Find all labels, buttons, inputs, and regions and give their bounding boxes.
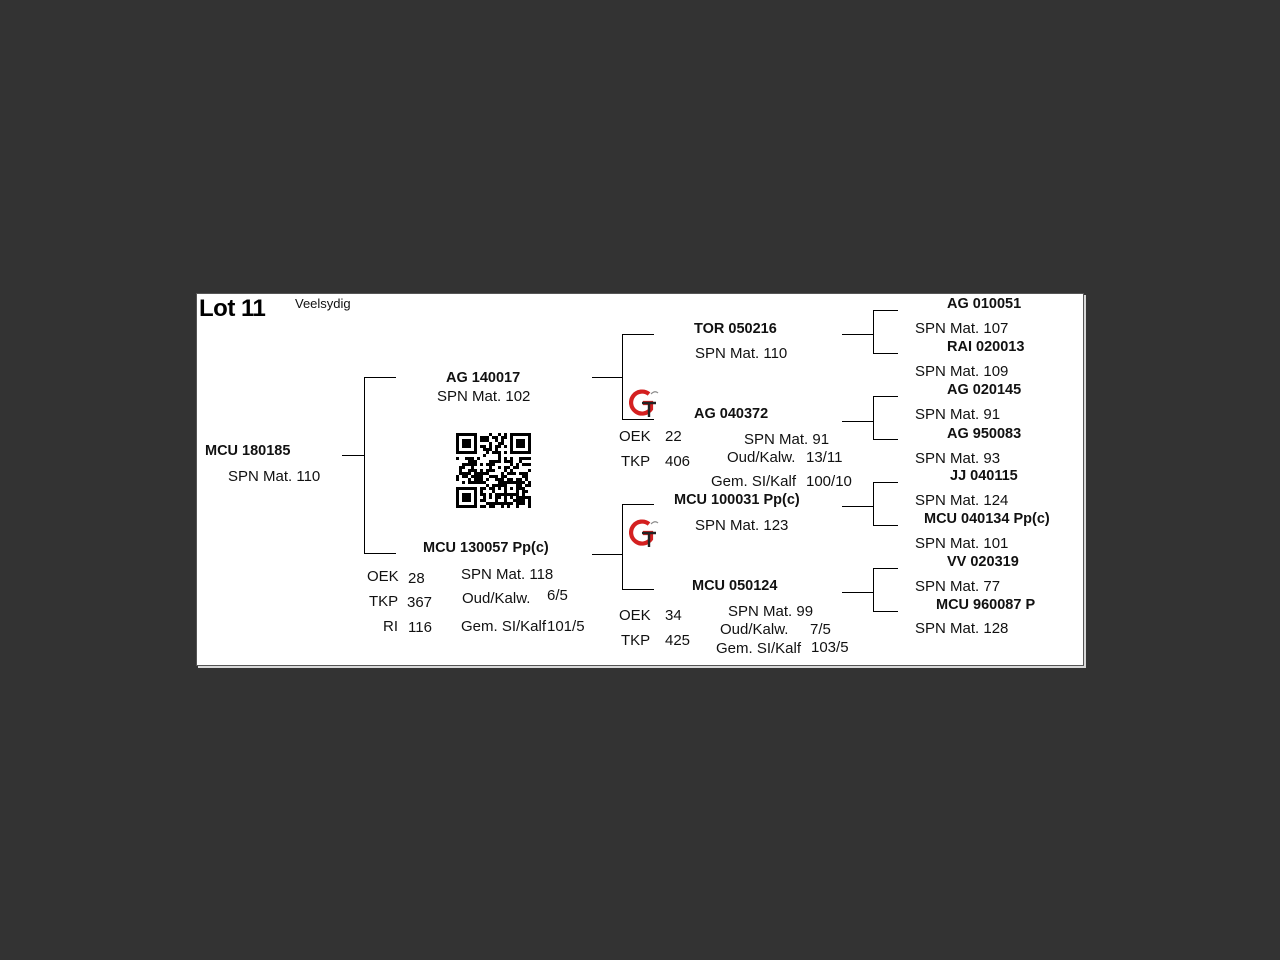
gt-logo-icon [629, 388, 659, 418]
connector-line [364, 553, 396, 554]
gen3-spn: SPN Mat. 93 [915, 450, 1001, 467]
gen3-spn: SPN Mat. 124 [915, 492, 1009, 509]
dam-tkp-value: 367 [407, 594, 433, 611]
subject-name: MCU 180185 [205, 443, 291, 459]
sd-oek-label: OEK [619, 428, 651, 445]
gen3-spn: SPN Mat. 101 [915, 535, 1009, 552]
gen3-name: MCU 960087 P [936, 597, 1036, 613]
ds-spn: SPN Mat. 123 [695, 517, 789, 534]
connector-line [842, 334, 874, 335]
gen3-spn: SPN Mat. 128 [915, 620, 1009, 637]
connector-line [873, 568, 874, 612]
dam-spn: SPN Mat. 118 [461, 566, 554, 583]
dam-name: MCU 130057 Pp(c) [423, 540, 549, 556]
connector-line [873, 611, 898, 612]
connector-line [873, 482, 898, 483]
gen3-name: MCU 040134 Pp(c) [924, 511, 1050, 527]
ds-name: MCU 100031 Pp(c) [674, 492, 800, 508]
connector-line [842, 592, 874, 593]
dam-oud-value: 6/5 [547, 587, 568, 604]
dam-tkp-label: TKP [369, 593, 399, 610]
pedigree-card [196, 293, 1084, 666]
dam-oek-value: 28 [408, 570, 425, 587]
sire-name: AG 140017 [446, 370, 521, 386]
gen3-spn: SPN Mat. 107 [915, 320, 1009, 337]
dd-gem-label: Gem. SI/Kalf [716, 640, 802, 657]
sd-gem-value: 100/10 [806, 473, 852, 490]
dd-spn: SPN Mat. 99 [728, 603, 814, 620]
connector-line [592, 377, 623, 378]
dd-oud-value: 7/5 [810, 621, 831, 638]
gen3-name: AG 010051 [947, 296, 1022, 312]
connector-line [342, 455, 365, 456]
sd-tkp-label: TKP [621, 453, 651, 470]
connector-line [622, 504, 623, 590]
connector-line [873, 310, 898, 311]
sd-gem-label: Gem. SI/Kalf [711, 473, 797, 490]
sire-spn: SPN Mat. 102 [437, 388, 531, 405]
gen3-name: JJ 040115 [950, 468, 1018, 484]
gen3-name: VV 020319 [947, 554, 1019, 570]
gen3-spn: SPN Mat. 109 [915, 363, 1009, 380]
dam-gem-label: Gem. SI/Kalf [461, 618, 547, 635]
sd-oud-value: 13/11 [806, 449, 843, 466]
dam-oek-label: OEK [367, 568, 399, 585]
sd-oek-value: 22 [665, 428, 682, 445]
ss-spn: SPN Mat. 110 [695, 345, 788, 362]
dam-ri-label: RI [383, 618, 398, 635]
connector-line [622, 334, 654, 335]
dam-oud-label: Oud/Kalw. [462, 590, 531, 607]
dd-oek-value: 34 [665, 607, 682, 624]
dam-ri-value: 116 [408, 619, 432, 636]
sd-spn: SPN Mat. 91 [744, 431, 830, 448]
dd-tkp-label: TKP [621, 632, 651, 649]
connector-line [873, 310, 874, 354]
subject-spn: SPN Mat. 110 [228, 468, 321, 485]
dd-tkp-value: 425 [665, 632, 691, 649]
ss-name: TOR 050216 [694, 321, 777, 337]
dd-oek-label: OEK [619, 607, 651, 624]
connector-line [842, 506, 874, 507]
connector-line [622, 504, 654, 505]
connector-line [364, 377, 396, 378]
sd-tkp-value: 406 [665, 453, 691, 470]
gen3-name: AG 020145 [947, 382, 1022, 398]
connector-line [622, 589, 654, 590]
connector-line [873, 568, 898, 569]
dd-gem-value: 103/5 [811, 639, 849, 656]
connector-line [842, 421, 874, 422]
dd-name: MCU 050124 [692, 578, 778, 594]
sd-name: AG 040372 [694, 406, 769, 422]
connector-line [622, 419, 654, 420]
connector-line [873, 439, 898, 440]
gen3-spn: SPN Mat. 91 [915, 406, 1001, 423]
lot-category: Veelsydig [295, 296, 351, 311]
qr-code-icon [456, 433, 531, 508]
connector-line [592, 554, 623, 555]
gen3-name: AG 950083 [947, 426, 1022, 442]
connector-line [873, 525, 898, 526]
lot-title: Lot 11 [199, 295, 266, 322]
sd-oud-label: Oud/Kalw. [727, 449, 796, 466]
connector-line [873, 396, 898, 397]
dam-gem-value: 101/5 [547, 618, 585, 635]
gen3-name: RAI 020013 [947, 339, 1025, 355]
connector-line [873, 482, 874, 526]
gt-logo-icon [629, 518, 659, 548]
connector-line [873, 396, 874, 440]
gen3-spn: SPN Mat. 77 [915, 578, 1001, 595]
dd-oud-label: Oud/Kalw. [720, 621, 789, 638]
connector-line [873, 353, 898, 354]
connector-line [622, 334, 623, 420]
connector-line [364, 377, 365, 554]
